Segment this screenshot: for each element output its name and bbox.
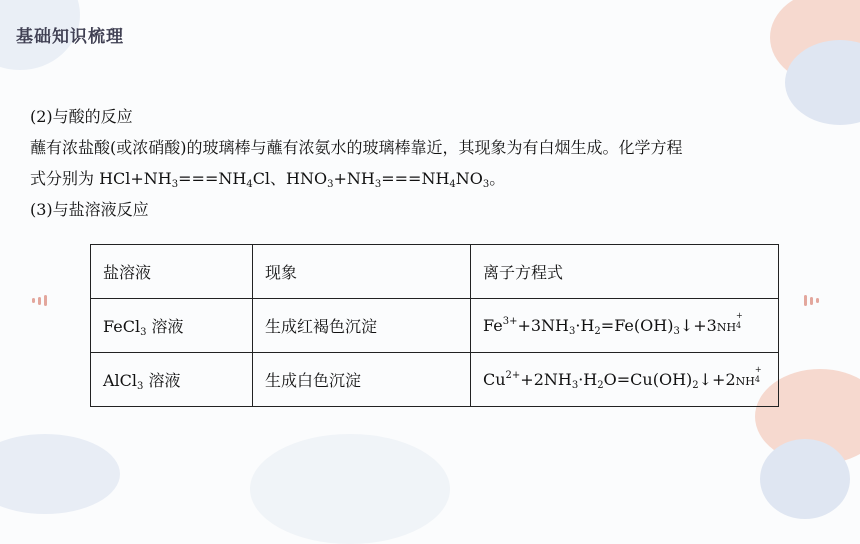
background-blob [760,439,850,519]
table-header-cell: 现象 [253,245,471,299]
table-row [91,353,779,407]
equation-cell: $Fe^{3+}+3NH_3\cdot H_2=Fe(OH)_3↓+3NH$ + 4 [471,299,779,353]
phenomenon-cell: 生成白色沉淀 [253,353,471,407]
decorative-dots-right [804,290,822,309]
table-header-cell: 离子方程式 [471,245,779,299]
background-blob [0,434,120,514]
paragraph-line: 蘸有浓盐酸(或浓硝酸)的玻璃棒与蘸有浓氨水的玻璃棒靠近，其现象为有白烟生成。化学方程 [30,138,683,157]
page-title: 基础知识梳理 [16,27,124,47]
decorative-dots-left [32,290,50,309]
table-row [91,299,779,353]
equation-line: 式分别为 $HCl+NH_3===NH_4Cl$、$HNO_3+NH_3===NH_4NO_3$。 [30,169,506,190]
salt-reaction-table [90,244,779,407]
table-header-cell: 盐溶液 [91,245,253,299]
main-content [30,101,845,225]
background-blob [250,434,450,544]
phenomenon-cell: 生成红褐色沉淀 [253,299,471,353]
table-header-row [91,245,779,299]
equation-cell: $Cu^{2+}+2NH_3\cdot H_2O=Cu(OH)_2↓+2NH$ + 4 [471,353,779,407]
salt-cell: FeCl$_3$ 溶液 [91,299,253,353]
section-heading: (2)与酸的反应 [30,107,133,126]
salt-cell: AlCl$_3$ 溶液 [91,353,253,407]
section-heading: (3)与盐溶液反应 [30,200,149,219]
